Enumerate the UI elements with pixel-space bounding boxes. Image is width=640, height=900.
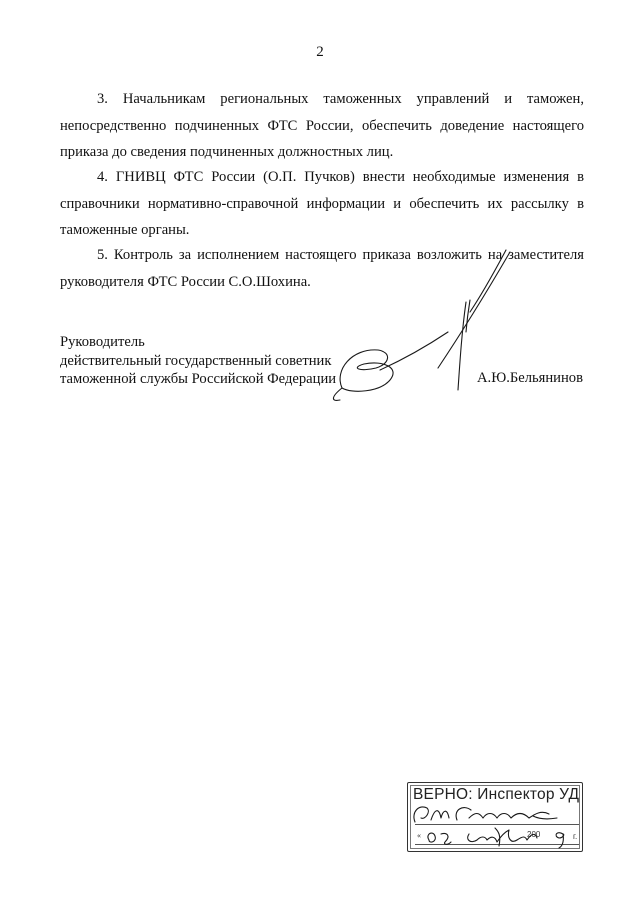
paragraph-item-5: 5. Контроль за исполнением настоящего приказа возложить на заместителя руководителя ФТС России С.О.Шохина. <box>60 247 584 290</box>
signatory-title-line-3: таможенной службы Российской Федерации <box>60 371 337 387</box>
stamp-handwriting <box>407 782 585 854</box>
handwritten-signature <box>320 240 540 410</box>
page-number: 2 <box>316 44 324 60</box>
paragraph-item-3: 3. Начальникам региональных таможенных управлений и таможен, непосредственно подчиненных ФТС России, обеспечить доведение настоящего приказа до сведения подчиненных должностных лиц. <box>60 91 584 160</box>
stamp-year-prefix: 200 <box>527 830 541 839</box>
signatory-title <box>60 333 336 389</box>
stamp-year-unit: г. <box>573 832 578 841</box>
verification-stamp <box>407 782 585 854</box>
signatory-title-line-1: Руководитель <box>60 334 145 350</box>
stamp-quote-mark: « <box>417 831 421 840</box>
signatory-name: А.Ю.Бельянинов <box>477 370 583 386</box>
signatory-title-line-2: действительный государственный советник <box>60 352 332 369</box>
stamp-text: ВЕРНО: Инспектор УД <box>413 786 580 803</box>
paragraph-item-4: 4. ГНИВЦ ФТС России (О.П. Пучков) внести необходимые изменения в справочники нормативно-справочной информации и обеспечить их рассылку в таможенные органы. <box>60 169 584 238</box>
